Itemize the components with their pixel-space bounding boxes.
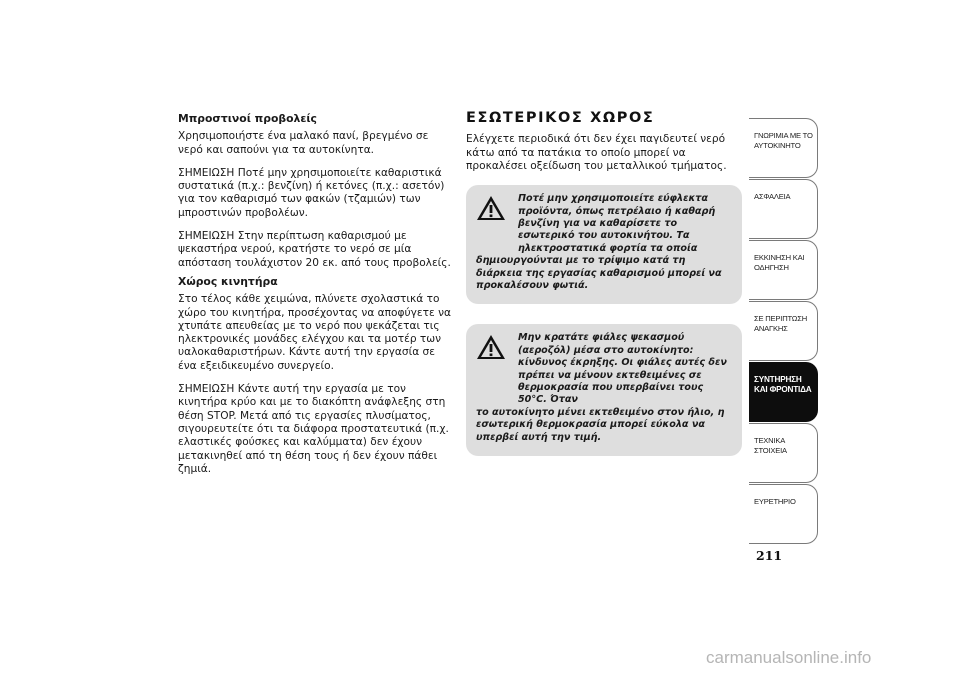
watermark: carmanualsonline.info [706,648,872,667]
warning-text-1a: Ποτέ μην χρησιμοποιείτε εύφλεκτα προϊόντα, όπως πετρέλαιο ή καθαρή βενζίνη για να καθαρίσετε το εσωτερικό του αυτοκινήτου. Τα ηλεκτροστατικά φορτία τα οποία [518,193,716,254]
warning-triangle-icon [476,195,506,221]
tab-technical-data[interactable]: ΤΕΧΝΙΚΑ ΣΤΟΙΧΕΙΑ [749,423,818,483]
warning-box-flammable [466,185,742,304]
warning-text-2b: το αυτοκίνητο μένει εκτεθειμένο στον ήλιο, η εσωτερική θερμοκρασία μπορεί εύκολα να υπερβεί αυτή την τιμή. [476,406,725,443]
tab-emergency[interactable]: ΣΕ ΠΕΡΙΠΤΩΣΗ ΑΝΑΓΚΗΣ [749,301,818,361]
engine-bay-heading: Χώρος κινητήρα [178,274,278,288]
headlights-note-1: ΣΗΜΕΙΩΣΗ Ποτέ μην χρησιμοποιείτε καθαριστικά συστατικά (π.χ.: βενζίνη) ή κετόνες (π.χ.: ασετόν) για τον καθαρισμό των φακών (τζαμιών) των μπροστινών προβολέων. [178,166,445,219]
warning-box-aerosol [466,324,742,456]
tab-safety[interactable]: ΑΣΦΑΛΕΙΑ [749,179,818,239]
section-title: ΕΣΩΤΕΡΙΚΟΣ ΧΩΡΟΣ [466,110,655,126]
warning-triangle-icon [476,334,506,360]
interior-intro: Ελέγχετε περιοδικά ότι δεν έχει παγιδευτεί νερό κάτω από τα πατάκια το οποίο μπορεί να προκαλέσει οξείδωση του μεταλλικού τμήματος. [466,133,727,172]
engine-bay-paragraph: Στο τέλος κάθε χειμώνα, πλύνετε σχολαστικά το χώρο του κινητήρα, προσέχοντας να αποφύγετε να χτυπάτε απευθείας με το νερό που ψεκάζεται τις ηλεκτρονικές μονάδες ελέγχου και τα μοτέρ των υαλοκαθαριστήρων. Κάντε αυτή την εργασία σε ένα εξειδικευμένο συνεργείο. [178,293,452,372]
tab-maintenance[interactable]: ΣΥΝΤΗΡΗΣΗ ΚΑΙ ΦΡΟΝΤΙΔΑ [749,362,818,422]
tab-starting-driving[interactable]: ΕΚΚΙΝΗΣΗ ΚΑΙ ΟΔΗΓΗΣΗ [749,240,818,300]
headlights-heading: Μπροστινοί προβολείς [178,112,317,125]
headlights-note-2: ΣΗΜΕΙΩΣΗ Στην περίπτωση καθαρισμού με ψεκαστήρα νερού, κρατήστε το νερό σε μία απόσταση τουλάχιστον 20 εκ. από τους προβολείς. [178,230,451,269]
tab-index[interactable]: ΕΥΡΕΤΗΡΙΟ [749,484,818,544]
page-number: 211 [756,548,783,563]
right-column [466,112,742,456]
left-column [178,112,454,486]
tab-getting-to-know[interactable]: ΓΝΩΡΙΜΙΑ ΜΕ ΤΟ ΑΥΤΟΚΙΝΗΤΟ [749,118,818,178]
warning-text-2a: Μην κρατάτε φιάλες ψεκασμού (αεροζόλ) μέσα στο αυτοκίνητο: κίνδυνος έκρηξης. Οι φιάλες αυτές δεν πρέπει να μένουν εκτεθειμένες σε θερμοκρασία που υπερβαίνει τους 50°C. Όταν [518,332,727,406]
warning-text-1b: δημιουργούνται με το τρίψιμο κατά τη διάρκεια της εργασίας καθαρισμού μπορεί να προκαλέσουν φωτιά. [476,255,722,292]
engine-bay-note: ΣΗΜΕΙΩΣΗ Κάντε αυτή την εργασία με τον κινητήρα κρύο και με το διακόπτη ανάφλεξης στη θέση STOP. Μετά από τις εργασίες πλυσίματος, σιγουρευτείτε ότι τα διάφορα προστατευτικά (π.χ. ελαστικές φούσκες και καλύμματα) δεν έχουν μετακινηθεί από τη θέση τους ή δεν έχουν πάθει ζημιά. [178,383,449,475]
headlights-paragraph: Χρησιμοποιήστε ένα μαλακό πανί, βρεγμένο σε νερό και σαπούνι για τα αυτοκίνητα. [178,130,429,156]
